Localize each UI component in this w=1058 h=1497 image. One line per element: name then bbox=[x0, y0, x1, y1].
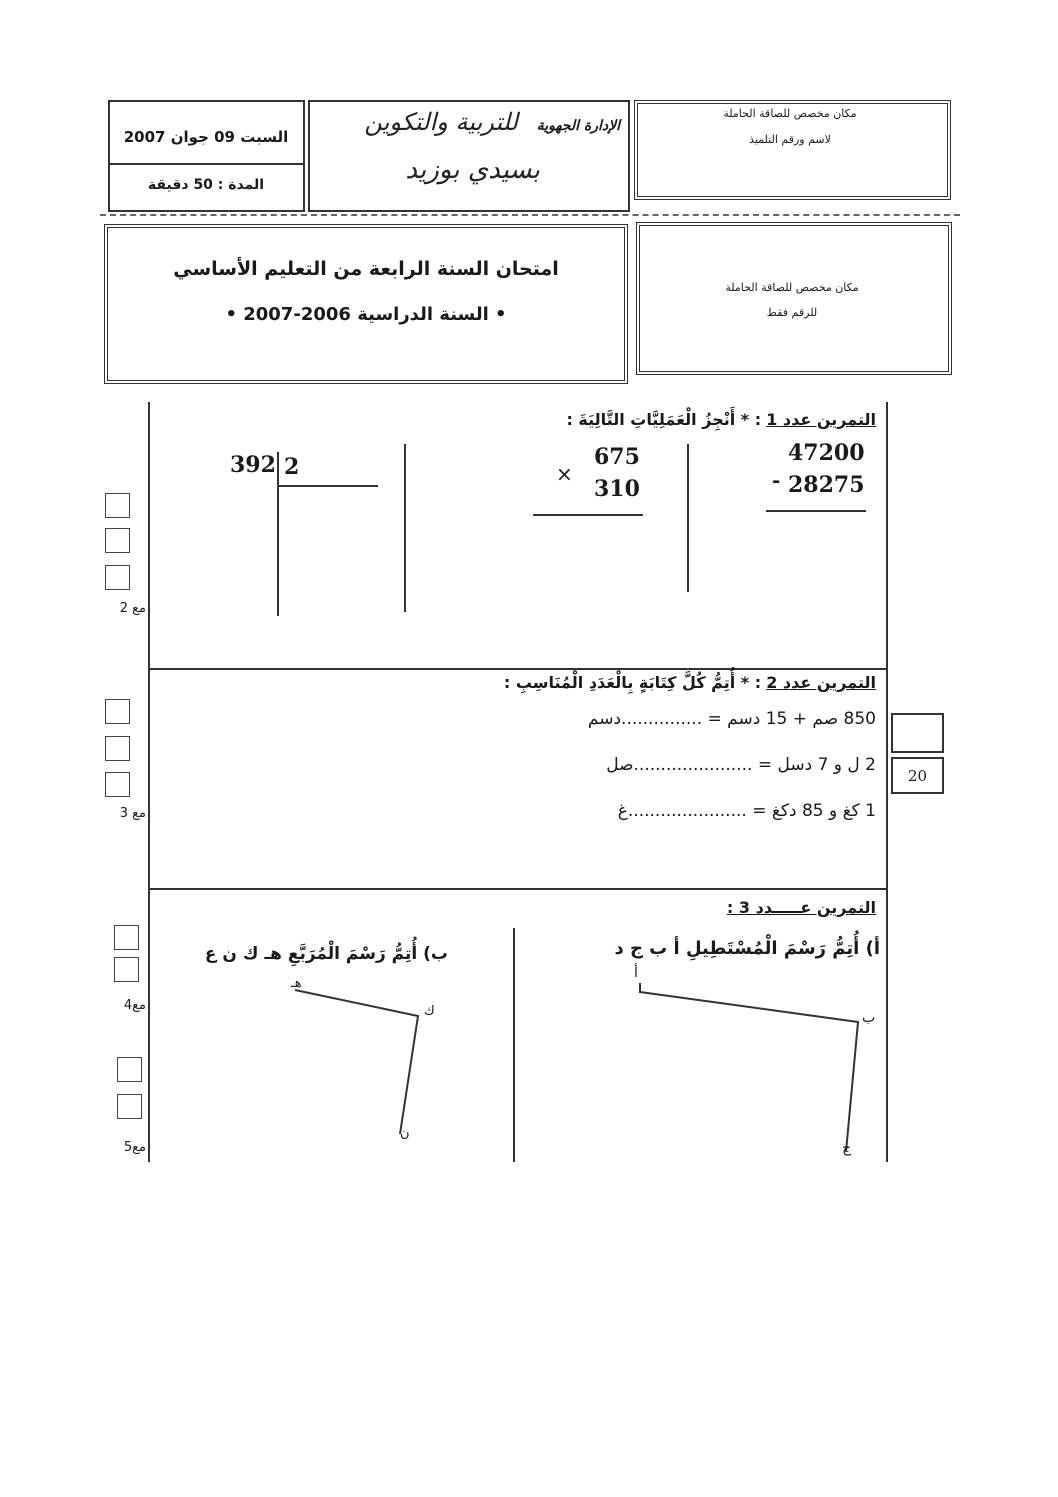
exercise3-part-a: أ) أُتِمُّ رَسْمَ الْمُسْتَطِيلِ أ ب ج د bbox=[614, 938, 880, 959]
division-divisor: 2 bbox=[284, 454, 300, 480]
rect-label-a: أ bbox=[634, 965, 638, 981]
exercise3-part-b: ب) أُتِمُّ رَسْمَ الْمُرَبَّعِ هـ ك ن ع bbox=[204, 944, 448, 964]
square-partial bbox=[295, 990, 418, 1134]
criterion-label: مع5 bbox=[123, 1140, 146, 1155]
conversion-line-1: 850 صم + 15 دسم = ...............دسم bbox=[587, 709, 876, 729]
conversion-line-3: 1 كغ و 85 دكغ = ......................غ bbox=[617, 801, 876, 821]
school-year: • السنة الدراسية 2006-2007 • bbox=[225, 304, 507, 325]
division-dividend: 392 bbox=[230, 452, 276, 478]
exercise1-instruction: : * أَنْجِزُ الْعَمَلِيَّاتِ التَّالِيَةَ : bbox=[566, 410, 762, 429]
directorate-label: الإدارة الجهوية bbox=[536, 118, 620, 134]
criterion-label: مع4 bbox=[123, 998, 146, 1013]
criterion-label: مع 3 bbox=[119, 806, 146, 821]
criterion-label: مع 2 bbox=[119, 601, 146, 616]
subtraction-bottom: 28275 bbox=[788, 472, 865, 498]
square-label-h: هـ bbox=[291, 976, 302, 991]
exercise3-title: التمرين عـــــدد 3 : bbox=[726, 898, 876, 917]
exercise2-title: التمرين عدد 2 bbox=[766, 673, 876, 692]
exercise2-instruction: : * أُتِمُّ كُلَّ كِتَابَةٍ بِالْعَدَدِ الْمُنَاسِبِ : bbox=[503, 673, 762, 692]
grade-box[interactable] bbox=[117, 1094, 142, 1119]
multiplication-bottom: 310 bbox=[594, 476, 640, 502]
subtraction-top: 47200 bbox=[788, 440, 865, 466]
exam-title: امتحان السنة الرابعة من التعليم الأساسي bbox=[173, 258, 559, 280]
rect-label-b: ب bbox=[862, 1010, 876, 1026]
exam-duration: المدة : 50 دقيقة bbox=[147, 177, 265, 193]
grade-box[interactable] bbox=[114, 925, 139, 950]
name-space-line1: مكان مخصص للصاقة الحاملة bbox=[723, 107, 857, 120]
handwritten-line2: بسيدي بوزيد bbox=[405, 155, 540, 185]
grade-box[interactable] bbox=[114, 957, 139, 982]
multiplication-sign: × bbox=[556, 462, 573, 486]
square-label-k: ك bbox=[424, 1004, 435, 1019]
multiplication-top: 675 bbox=[594, 444, 640, 470]
rectangle-partial bbox=[640, 983, 858, 1152]
exercise1-title: التمرين عدد 1 bbox=[766, 410, 876, 429]
number-space-line2: للرقم فقط bbox=[766, 306, 818, 319]
number-space-line1: مكان مخصص للصاقة الحاملة bbox=[725, 281, 859, 294]
name-space-line2: لاسم ورقم التلميذ bbox=[749, 133, 831, 146]
handwritten-line1: للتربية والتكوين bbox=[364, 108, 518, 136]
exam-date: السبت 09 جوان 2007 bbox=[123, 128, 289, 146]
conversion-line-2: 2 ل و 7 دسل = ......................صل bbox=[606, 755, 876, 775]
square-label-n: ن bbox=[400, 1126, 410, 1141]
subtraction-sign: - bbox=[772, 468, 781, 492]
grade-box[interactable] bbox=[117, 1057, 142, 1082]
rect-label-c: ج bbox=[842, 1140, 852, 1156]
score-total: 20 bbox=[907, 767, 928, 785]
